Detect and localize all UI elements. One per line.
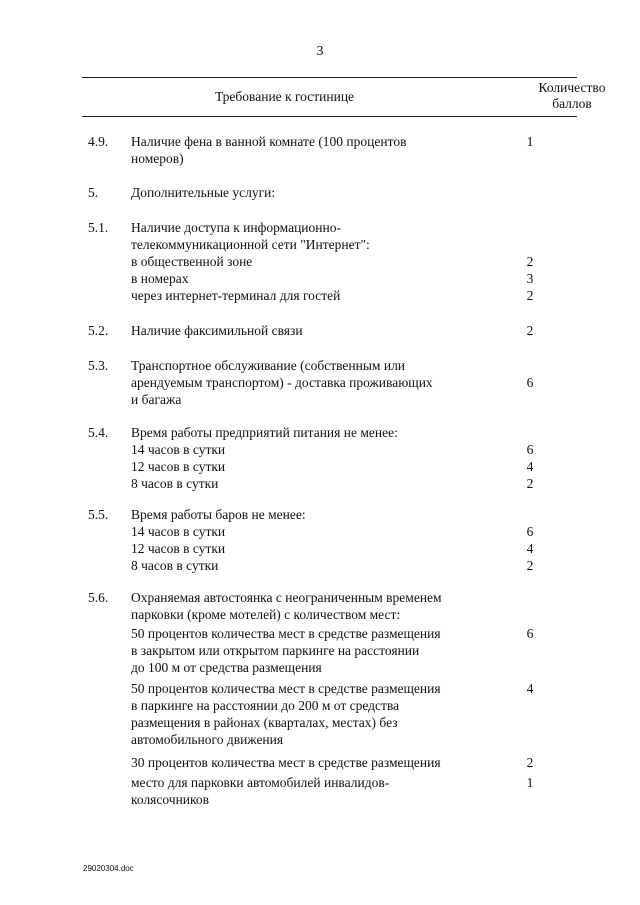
- requirement-line: парковки (кроме мотелей) с количеством мест:: [131, 607, 401, 622]
- points-value: [500, 606, 560, 623]
- requirement-line: Транспортное обслуживание (собственным или: [131, 358, 406, 373]
- item-number: 5.4.: [88, 425, 109, 440]
- file-name: 29020304.doc: [83, 864, 134, 873]
- requirement-text: [131, 680, 486, 748]
- points-value: 2: [526, 476, 534, 491]
- item-number: 5.5.: [88, 507, 109, 522]
- points-value: [500, 589, 560, 606]
- requirement-line: 12 часов в сутки: [131, 541, 226, 556]
- requirement-text: [131, 184, 486, 201]
- points-value: 6: [526, 626, 534, 641]
- requirement-text: [131, 133, 486, 167]
- points-column: [500, 184, 560, 201]
- requirement-line: в общественной зоне: [131, 254, 253, 269]
- item-number: 5.1.: [88, 220, 109, 235]
- points-value: [500, 184, 560, 201]
- requirement-text: [131, 774, 486, 808]
- points-column: [500, 774, 560, 808]
- header-points-line1: Количество: [538, 80, 606, 95]
- points-value: [500, 150, 560, 167]
- requirement-line: телекоммуникационной сети "Интернет":: [131, 237, 370, 252]
- points-value: [500, 791, 560, 808]
- requirement-line: 50 процентов количества мест в средстве размещения: [131, 626, 441, 641]
- points-column: [500, 219, 560, 304]
- item-number: 4.9.: [88, 134, 109, 149]
- table-header: [82, 77, 606, 117]
- requirement-text: [131, 219, 486, 304]
- points-column: [500, 506, 560, 574]
- points-value: [500, 659, 560, 676]
- points-value: 2: [526, 558, 534, 573]
- item-number: 5.: [88, 185, 99, 200]
- requirement-text: [131, 357, 486, 408]
- points-value: [500, 219, 560, 236]
- requirement-line: Наличие доступа к информационно-: [131, 220, 341, 235]
- points-value: 2: [526, 288, 534, 303]
- points-value: 2: [526, 254, 534, 269]
- requirement-line: до 100 м от средства размещения: [131, 660, 322, 675]
- points-column: [500, 133, 560, 167]
- requirement-line: 30 процентов количества мест в средстве размещения: [131, 755, 441, 770]
- requirement-line: через интернет-терминал для гостей: [131, 288, 341, 303]
- points-column: [500, 424, 560, 492]
- points-column: [500, 680, 560, 748]
- points-value: [500, 714, 560, 731]
- requirement-line: Охраняемая автостоянка с неограниченным временем: [131, 590, 442, 605]
- requirement-line: Время работы предприятий питания не менее:: [131, 425, 398, 440]
- points-value: 6: [526, 524, 534, 539]
- requirement-line: место для парковки автомобилей инвалидов-: [131, 775, 390, 790]
- requirement-line: размещения в районах (кварталах, местах) без: [131, 715, 398, 730]
- header-points-line2: баллов: [552, 96, 592, 111]
- requirement-line: 14 часов в сутки: [131, 524, 226, 539]
- points-value: 4: [526, 541, 534, 556]
- item-number: 5.6.: [88, 590, 109, 605]
- requirement-line: Время работы баров не менее:: [131, 507, 306, 522]
- item-number: 5.2.: [88, 323, 109, 338]
- points-column: [500, 357, 560, 408]
- requirement-line: в номерах: [131, 271, 189, 286]
- requirement-text: [131, 424, 486, 492]
- requirement-line: номеров): [131, 151, 184, 166]
- requirement-line: Наличие факсимильной связи: [131, 323, 303, 338]
- points-value: 4: [526, 459, 534, 474]
- requirement-line: 12 часов в сутки: [131, 459, 226, 474]
- requirement-text: [131, 506, 486, 574]
- requirement-line: в закрытом или открытом паркинге на расстоянии: [131, 643, 420, 658]
- points-value: 6: [526, 442, 534, 457]
- points-column: [500, 754, 560, 771]
- points-column: [500, 625, 560, 676]
- points-value: 2: [526, 755, 534, 770]
- requirement-line: в паркинге на расстоянии до 200 м от средства: [131, 698, 400, 713]
- points-value: [500, 642, 560, 659]
- requirement-text: [131, 589, 486, 623]
- points-value: [500, 506, 560, 523]
- points-value: [500, 731, 560, 748]
- requirement-line: Дополнительные услуги:: [131, 185, 276, 200]
- requirement-line: Наличие фена в ванной комнате (100 процентов: [131, 134, 407, 149]
- requirement-text: [131, 322, 486, 339]
- requirement-line: 8 часов в сутки: [131, 476, 219, 491]
- page-number: 3: [316, 44, 324, 59]
- points-value: 4: [526, 681, 534, 696]
- requirement-line: арендуемым транспортом) - доставка проживающих: [131, 375, 433, 390]
- points-value: [500, 357, 560, 374]
- points-value: 1: [526, 775, 534, 790]
- points-value: 2: [526, 323, 534, 338]
- requirement-line: колясочников: [131, 792, 210, 807]
- points-value: [500, 236, 560, 253]
- points-value: [500, 697, 560, 714]
- requirement-line: 14 часов в сутки: [131, 442, 226, 457]
- item-number: 5.3.: [88, 358, 109, 373]
- requirement-text: [131, 625, 486, 676]
- points-value: 3: [526, 271, 534, 286]
- header-requirement: Требование к гостинице: [214, 89, 355, 104]
- points-column: [500, 589, 560, 623]
- requirement-line: 8 часов в сутки: [131, 558, 219, 573]
- points-value: 1: [526, 134, 534, 149]
- requirement-text: [131, 754, 486, 771]
- points-value: [500, 391, 560, 408]
- points-value: [500, 424, 560, 441]
- requirement-line: 50 процентов количества мест в средстве размещения: [131, 681, 441, 696]
- points-value: 6: [526, 375, 534, 390]
- requirement-line: и багажа: [131, 392, 182, 407]
- header-points: [487, 80, 640, 112]
- points-column: [500, 322, 560, 339]
- requirement-line: автомобильного движения: [131, 732, 284, 747]
